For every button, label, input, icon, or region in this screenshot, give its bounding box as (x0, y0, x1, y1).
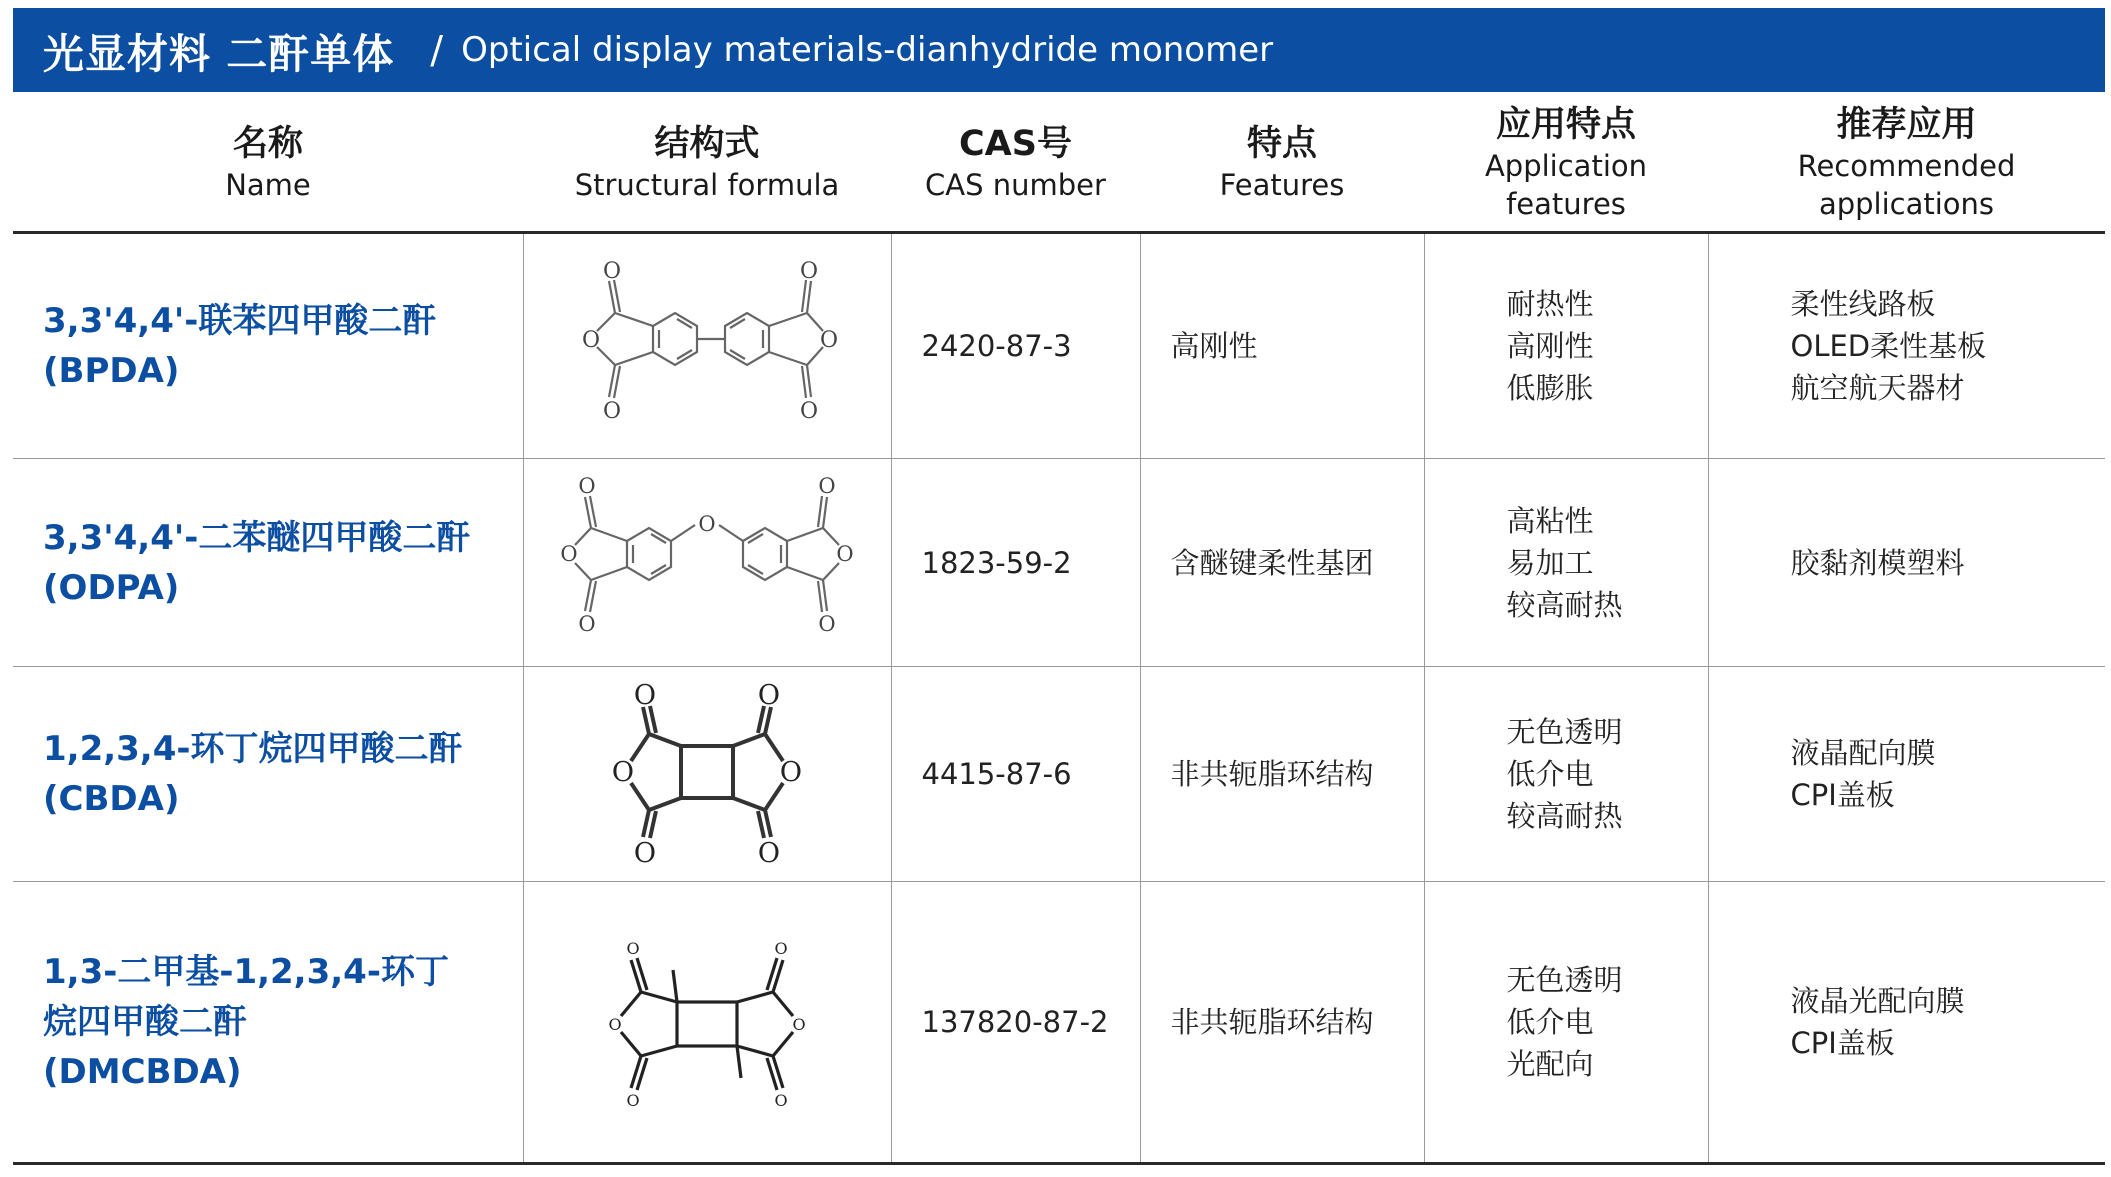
svg-text:O: O (578, 473, 596, 498)
features: 高刚性 (1140, 233, 1424, 459)
header-recommended: 推荐应用 Recommended applications (1708, 95, 2105, 233)
svg-text:O: O (560, 541, 578, 566)
svg-text:O: O (757, 838, 781, 869)
svg-text:O: O (581, 328, 601, 353)
svg-text:O: O (633, 680, 657, 711)
svg-text:O: O (602, 399, 622, 424)
recommended-apps: 液晶光配向膜 CPI盖板 (1708, 882, 2105, 1164)
app-features: 高粘性 易加工 较高耐热 (1424, 459, 1708, 667)
banner-separator: / (430, 28, 444, 72)
features: 非共轭脂环结构 (1140, 882, 1424, 1164)
page-banner (13, 8, 2105, 92)
table-row (13, 459, 2105, 667)
header-features: 特点 Features (1140, 95, 1424, 233)
structure-cell (523, 667, 891, 882)
svg-text:O: O (633, 838, 657, 869)
product-name: 3,3'4,4'-联苯四甲酸二酐 (BPDA) (43, 301, 437, 391)
svg-text:O: O (799, 259, 819, 284)
cas-number: 1823-59-2 (891, 459, 1140, 667)
svg-text:O: O (626, 939, 640, 958)
svg-text:O: O (774, 1091, 788, 1110)
svg-text:O: O (774, 939, 788, 958)
odpa-structure-icon (547, 473, 867, 653)
cbda-structure-icon (577, 679, 837, 869)
svg-text:O: O (608, 1015, 622, 1034)
table-row (13, 233, 2105, 459)
product-name: 1,3-二甲基-1,2,3,4-环丁 烷四甲酸二酐 (DMCBDA) (13, 882, 523, 1164)
cas-number: 137820-87-2 (891, 882, 1140, 1164)
structure-cell (523, 233, 891, 459)
recommended-apps: 液晶配向膜 CPI盖板 (1708, 667, 2105, 882)
app-features: 无色透明 低介电 较高耐热 (1424, 667, 1708, 882)
header-structure: 结构式 Structural formula (523, 95, 891, 233)
app-features: 无色透明 低介电 光配向 (1424, 882, 1708, 1164)
svg-text:O: O (626, 1091, 640, 1110)
dmcbda-structure-icon (577, 922, 837, 1122)
header-app-features: 应用特点 Application features (1424, 95, 1708, 233)
app-features: 耐热性 高刚性 低膨胀 (1424, 233, 1708, 459)
svg-text:O: O (818, 611, 836, 636)
banner-title-en: Optical display materials-dianhydride monomer (461, 30, 1274, 70)
structure-cell (523, 882, 891, 1164)
recommended-apps: 胶黏剂模塑料 (1708, 459, 2105, 667)
svg-text:O: O (698, 511, 716, 536)
header-cas: CAS号 CAS number (891, 95, 1140, 233)
table-header-row (13, 95, 2105, 233)
svg-text:O: O (757, 680, 781, 711)
svg-text:O: O (578, 611, 596, 636)
cas-number: 2420-87-3 (891, 233, 1140, 459)
svg-text:O: O (836, 541, 854, 566)
product-table (13, 95, 2105, 1165)
svg-text:O: O (818, 473, 836, 498)
product-name: 3,3'4,4'-二苯醚四甲酸二酐 (ODPA) (13, 459, 523, 667)
svg-text:O: O (602, 259, 622, 284)
header-name: 名称 Name (13, 95, 523, 233)
svg-text:O: O (792, 1015, 806, 1034)
structure-cell (523, 459, 891, 667)
table-row (13, 882, 2105, 1164)
svg-text:O: O (819, 328, 839, 353)
table-row (13, 667, 2105, 882)
svg-text:O: O (779, 757, 803, 788)
banner-title-zh: 光显材料 二酐单体 (43, 29, 395, 78)
cas-number: 4415-87-6 (891, 667, 1140, 882)
recommended-apps: 柔性线路板 OLED柔性基板 航空航天器材 (1708, 233, 2105, 459)
features: 含醚键柔性基团 (1140, 459, 1424, 667)
product-name: 1,2,3,4-环丁烷四甲酸二酐 (CBDA) (13, 667, 523, 882)
features: 非共轭脂环结构 (1140, 667, 1424, 882)
bpda-structure-icon (557, 251, 857, 441)
svg-text:O: O (799, 399, 819, 424)
svg-text:O: O (611, 757, 635, 788)
